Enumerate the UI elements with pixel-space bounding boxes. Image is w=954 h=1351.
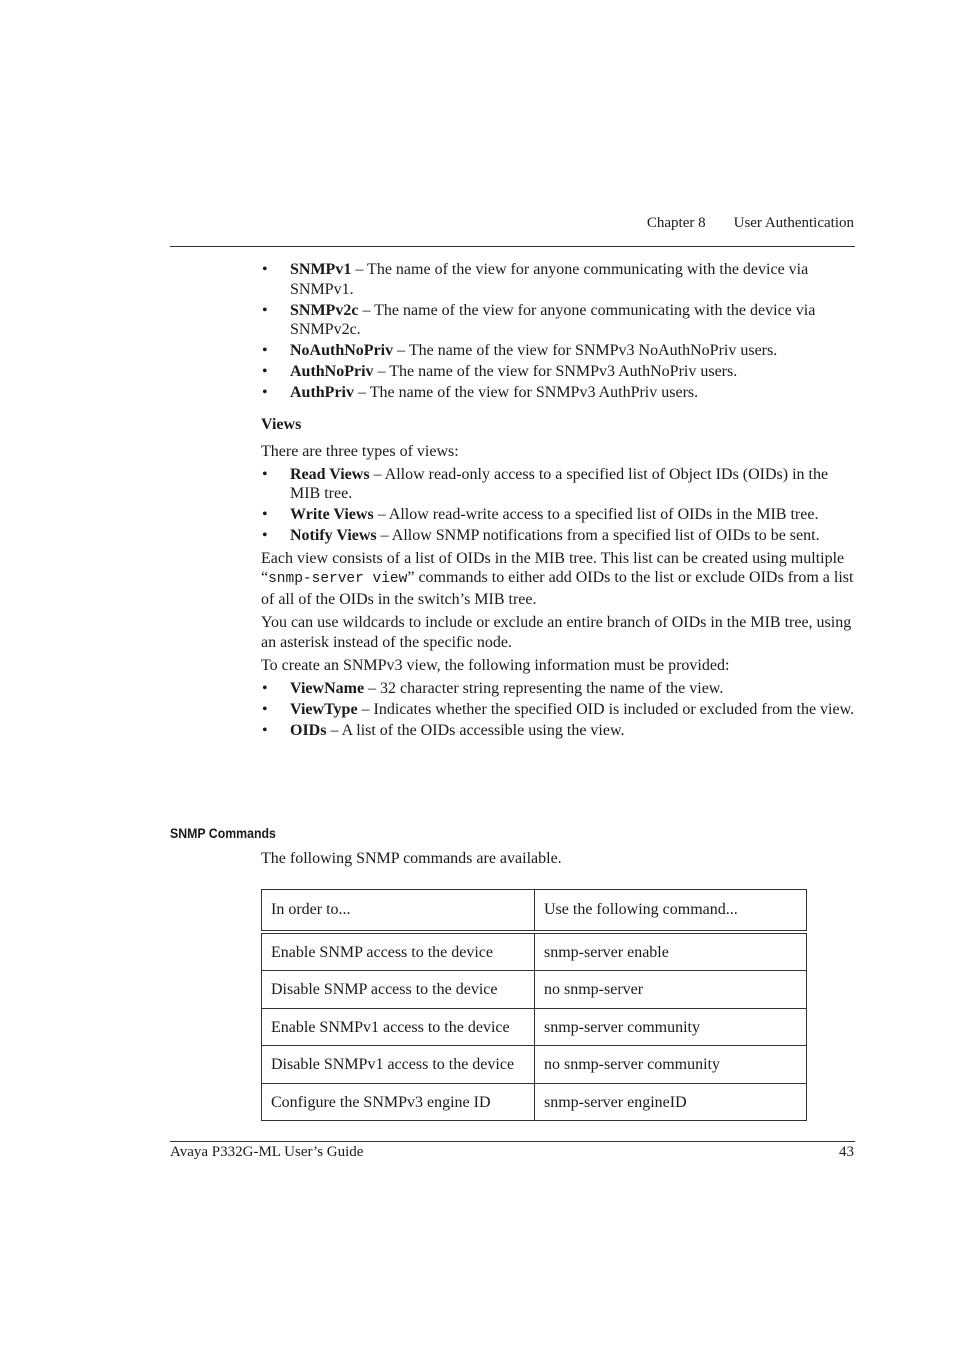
- table-cell: Disable SNMP access to the device: [262, 971, 535, 1009]
- commands-intro: The following SNMP commands are available.: [261, 850, 562, 867]
- table-row: [262, 1008, 807, 1046]
- table-cell: Enable SNMP access to the device: [262, 932, 535, 971]
- chapter-label: Chapter 8: [646, 215, 706, 231]
- commands-table: [261, 889, 807, 1121]
- table-cell: snmp-server engineID: [535, 1083, 807, 1121]
- views-heading: Views: [261, 415, 302, 433]
- list-item: • Read Views – Allow read-only access to a specified list of Object IDs (OIDs) in the MIB tree.: [261, 465, 855, 504]
- list-item: • Notify Views – Allow SNMP notifications from a specified list of OIDs to be sent.: [261, 526, 855, 546]
- list-item: • Write Views – Allow read-write access to a specified list of OIDs in the MIB tree.: [261, 505, 855, 525]
- footer-rule: [170, 1141, 855, 1142]
- community-view-list: [261, 260, 855, 403]
- table-row: [262, 971, 807, 1009]
- list-item: • OIDs – A list of the OIDs accessible using the view.: [261, 721, 855, 741]
- footer-doc-title: Avaya P332G-ML User’s Guide: [170, 1144, 364, 1160]
- table-cell: Configure the SNMPv3 engine ID: [262, 1083, 535, 1121]
- views-paragraph-3: To create an SNMPv3 view, the following information must be provided:: [261, 657, 730, 674]
- views-paragraph-2: You can use wildcards to include or exclude an entire branch of OIDs in the MIB tree, using an asterisk instead of the specific node.: [261, 614, 852, 651]
- table-row: [262, 1083, 807, 1121]
- view-info-list: [261, 679, 855, 741]
- list-item: • AuthNoPriv – The name of the view for SNMPv3 AuthNoPriv users.: [261, 362, 855, 382]
- table-cell: snmp-server community: [535, 1008, 807, 1046]
- page-number: 43: [839, 1144, 854, 1160]
- list-item: • ViewType – Indicates whether the specified OID is included or excluded from the view.: [261, 700, 855, 720]
- list-item: • SNMPv1 – The name of the view for anyone communicating with the device via SNMPv1.: [261, 260, 855, 299]
- table-row: [262, 1046, 807, 1084]
- table-row: [262, 932, 807, 971]
- header-rule: [170, 246, 855, 247]
- list-item: • ViewName – 32 character string representing the name of the view.: [261, 679, 855, 699]
- column-header: Use the following command...: [535, 890, 807, 932]
- main-content: [261, 260, 855, 742]
- views-intro: There are three types of views:: [261, 443, 459, 460]
- table-cell: snmp-server enable: [535, 932, 807, 971]
- table-cell: no snmp-server community: [535, 1046, 807, 1084]
- table-header-row: [262, 890, 807, 932]
- views-paragraph-1: Each view consists of a list of OIDs in the MIB tree. This list can be created using multiple “snmp-server view” commands to either add OIDs to the list or exclude OIDs from a list of all of the OIDs in the switch’s MIB tree.: [261, 549, 854, 608]
- table-cell: Disable SNMPv1 access to the device: [262, 1046, 535, 1084]
- view-types-list: [261, 465, 855, 546]
- list-item: • SNMPv2c – The name of the view for anyone communicating with the device via SNMPv2c.: [261, 301, 855, 340]
- running-header: [647, 215, 854, 232]
- table-cell: no snmp-server: [535, 971, 807, 1009]
- list-item: • NoAuthNoPriv – The name of the view for SNMPv3 NoAuthNoPriv users.: [261, 341, 855, 361]
- table-cell: Enable SNMPv1 access to the device: [262, 1008, 535, 1046]
- chapter-title: User Authentication: [733, 215, 854, 231]
- list-item: • AuthPriv – The name of the view for SNMPv3 AuthPriv users.: [261, 383, 855, 403]
- inline-command: snmp-server view: [268, 571, 408, 587]
- column-header: In order to...: [262, 890, 535, 932]
- section-heading: SNMP Commands: [170, 825, 276, 841]
